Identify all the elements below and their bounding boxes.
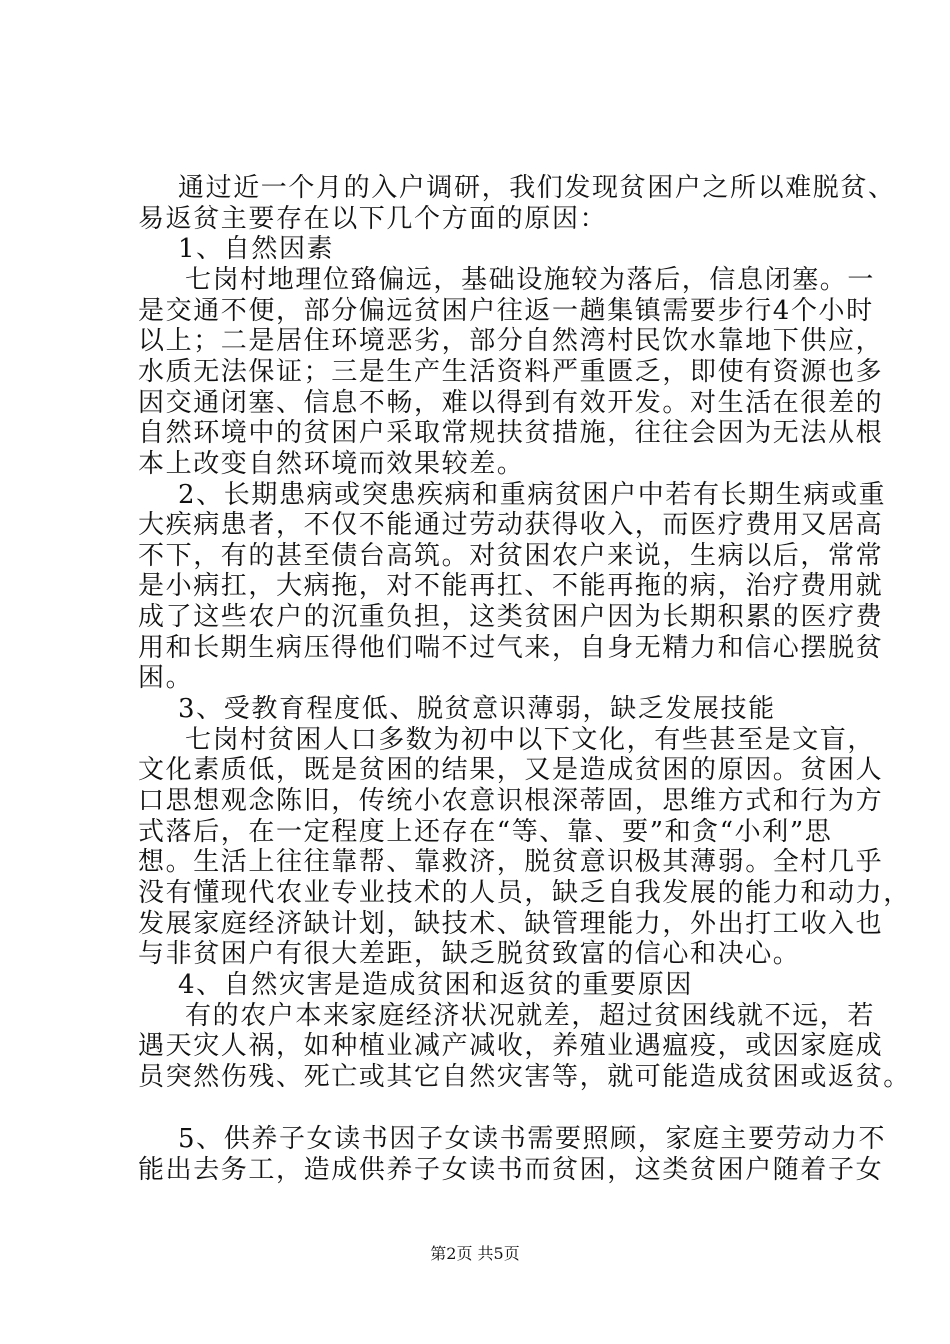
paragraph-line: 有的农户本来家庭经济状况就差，超过贫困线就不远，若 — [185, 1000, 876, 1031]
paragraph-line: 是交通不便，部分偏远贫困户往返一趟集镇需要步行4个小时 — [138, 295, 874, 326]
paragraph-line: 不下，有的甚至债台高筑。对贫困农户来说，生病以后，常常 — [138, 540, 884, 571]
paragraph-line: 水质无法保证；三是生产生活资料严重匮乏，即使有资源也多 — [138, 356, 884, 387]
paragraph-line: 想。生活上往往靠帮、靠救济，脱贫意识极其薄弱。全村几乎 — [138, 847, 884, 878]
paragraph-line: 发展家庭经济缺计划，缺技术、缺管理能力，外出打工收入也 — [138, 908, 884, 939]
paragraph-line: 员突然伤残、死亡或其它自然灾害等，就可能造成贫困或返贫。 — [138, 1061, 911, 1092]
paragraph-line: 因交通闭塞、信息不畅，难以得到有效开发。对生活在很差的 — [138, 387, 884, 418]
section-heading: 1、自然因素 — [178, 234, 335, 265]
paragraph-line: 遇天灾人祸，如种植业减产减收，养殖业遇瘟疫，或因家庭成 — [138, 1031, 884, 1062]
paragraph-line: 能出去务工，造成供养子女读书而贫困，这类贫困户随着子女 — [138, 1155, 884, 1185]
section-heading: 4、自然灾害是造成贫困和返贫的重要原因 — [178, 969, 693, 1000]
paragraph-line: 口思想观念陈旧，传统小农意识根深蒂固，思维方式和行为方 — [138, 786, 884, 816]
page-footer: 第2页 共5页 — [430, 1244, 520, 1263]
paragraph-line: 本上改变自然环境而效果较差。 — [138, 448, 525, 479]
paragraph-line: 与非贫困户有很大差距，缺乏脱贫致富的信心和决心。 — [138, 939, 801, 970]
paragraph-line: 文化素质低，既是贫困的结果，又是造成贫困的原因。贫困人 — [138, 755, 884, 786]
section-heading: 3、受教育程度低、脱贫意识薄弱，缺乏发展技能 — [178, 694, 776, 725]
paragraph-line: 是小病扛，大病拖，对不能再扛、不能再拖的病，治疗费用就 — [138, 571, 884, 602]
paragraph-line: 2、长期患病或突患疾病和重病贫困户中若有长期生病或重 — [178, 479, 887, 510]
paragraph-line: 式落后，在一定程度上还存在“等、靠、要”和贪“小利”思 — [138, 816, 833, 847]
paragraph-line: 大疾病患者，不仅不能通过劳动获得收入，而医疗费用又居高 — [138, 510, 884, 541]
paragraph-line: 七岗村贫困人口多数为初中以下文化，有些甚至是文盲， — [185, 724, 876, 755]
paragraph-line: 没有懂现代农业专业技术的人员，缺乏自我发展的能力和动力， — [138, 877, 911, 908]
paragraph-line: 以上；二是居住环境恶劣，部分自然湾村民饮水靠地下供应， — [138, 326, 884, 357]
paragraph-line: 易返贫主要存在以下几个方面的原因： — [138, 203, 608, 234]
paragraph-line: 困。 — [138, 663, 194, 694]
paragraph-line: 5、供养子女读书因子女读书需要照顾，家庭主要劳动力不 — [178, 1124, 887, 1154]
paragraph-line: 用和长期生病压得他们喘不过气来，自身无精力和信心摆脱贫 — [138, 632, 884, 663]
paragraph-line: 通过近一个月的入户调研，我们发现贫困户之所以难脱贫、 — [178, 173, 896, 203]
paragraph-line: 七岗村地理位臵偏远，基础设施较为落后，信息闭塞。一 — [185, 264, 876, 295]
paragraph-line: 自然环境中的贫困户采取常规扶贫措施，往往会因为无法从根 — [138, 418, 884, 449]
paragraph-line: 成了这些农户的沉重负担，这类贫困户因为长期积累的医疗费 — [138, 602, 884, 633]
